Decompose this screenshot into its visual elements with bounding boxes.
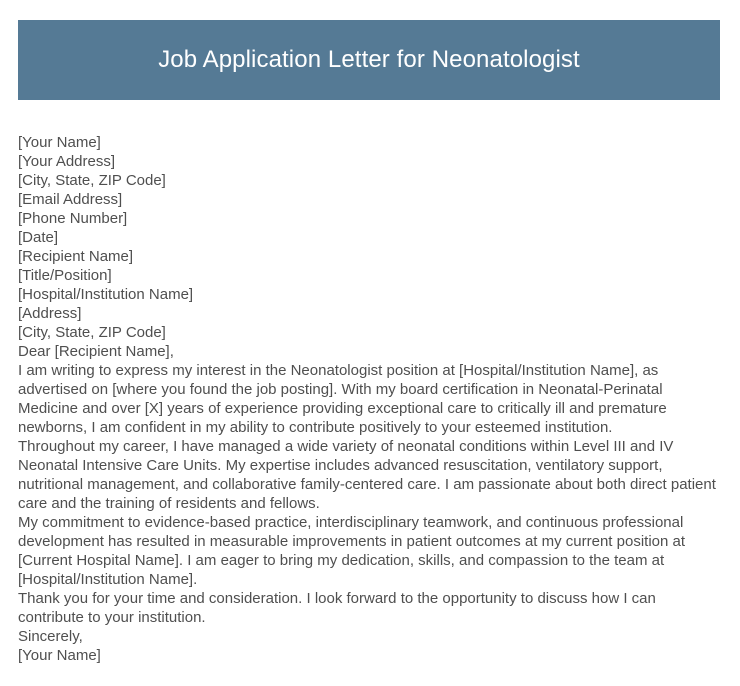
body-paragraph-3: My commitment to evidence-based practice, interdisciplinary teamwork, and continuous professional development has resulted in measurable improvements in patient outcomes at my current position at [Current Hospital Name]. I am eager to bring my dedication, skills, and compassion to the team at [Hospital/Institution Name]. xyxy=(18,514,686,588)
letter-body xyxy=(18,133,722,665)
sender-address-block xyxy=(18,133,722,247)
document-title-banner xyxy=(18,20,720,100)
sender-line-date: [Date] xyxy=(18,229,59,246)
recipient-line-institution: [Hospital/Institution Name] xyxy=(18,286,194,303)
body-paragraph-2: Throughout my career, I have managed a wide variety of neonatal conditions within Level III and IV Neonatal Intensive Care Units. My expertise includes advanced resuscitation, ventilatory support, nutritional management, and collaborative family-centered care. I am passionate about both direct patient care and the training of residents and fellows. xyxy=(18,438,716,512)
recipient-line-name: [Recipient Name] xyxy=(18,248,134,265)
sender-line-city-state-zip: [City, State, ZIP Code] xyxy=(18,172,166,189)
body-paragraph-4: Thank you for your time and consideration. I look forward to the opportunity to discuss how I can contribute to your institution. xyxy=(18,590,656,626)
recipient-line-address: [Address] xyxy=(18,305,82,322)
sender-line-address: [Your Address] xyxy=(18,153,116,170)
closing: Sincerely, xyxy=(18,628,83,645)
sender-line-email: [Email Address] xyxy=(18,191,123,208)
sender-line-name: [Your Name] xyxy=(18,134,101,151)
recipient-line-city-state-zip: [City, State, ZIP Code] xyxy=(18,324,166,341)
signature-name: [Your Name] xyxy=(18,647,101,664)
recipient-line-title: [Title/Position] xyxy=(18,267,112,284)
page-title: Job Application Letter for Neonatologist xyxy=(158,45,580,73)
body-paragraph-1: I am writing to express my interest in the Neonatologist position at [Hospital/Institution Name], as advertised on [where you found the job posting]. With my board certification in Neonatal-Perinatal Medicine and over [X] years of experience providing exceptional care to critically ill and premature newborns, I am confident in my ability to contribute positively to your esteemed institution. xyxy=(18,362,667,436)
salutation: Dear [Recipient Name], xyxy=(18,343,174,360)
sender-line-phone: [Phone Number] xyxy=(18,210,128,227)
recipient-address-block xyxy=(18,247,722,342)
